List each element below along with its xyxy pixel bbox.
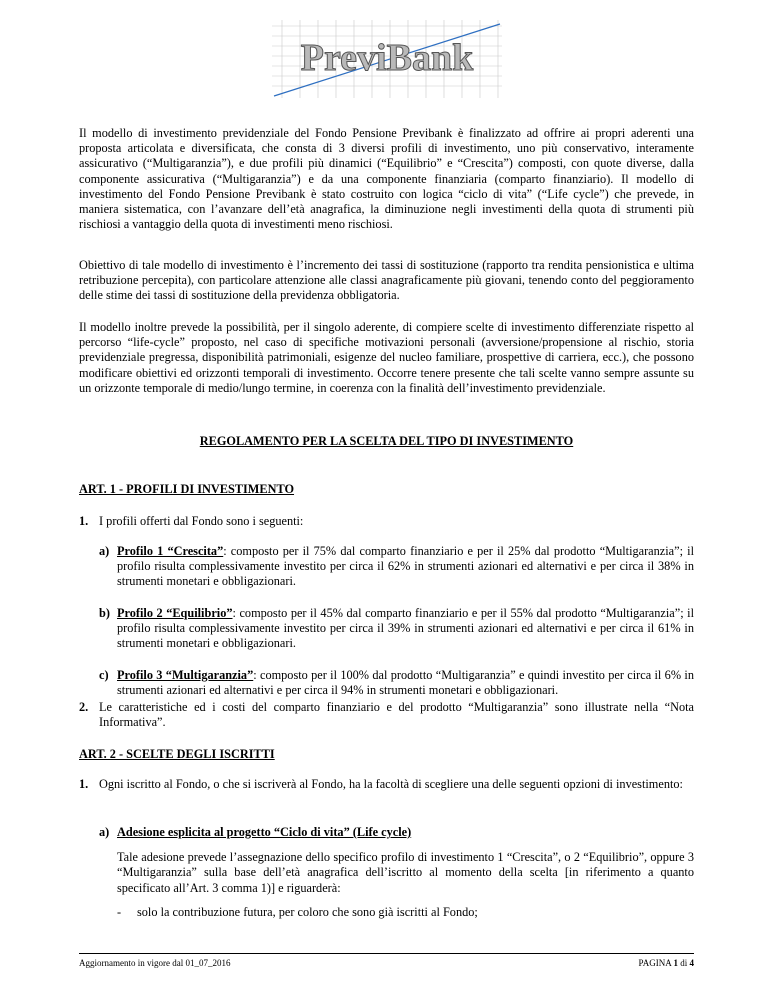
- logo-graphic: [272, 20, 502, 98]
- footer-update-note: Aggiornamento in vigore dal 01_07_2016: [79, 958, 231, 968]
- art1-item-1: [79, 514, 694, 529]
- profile-description: : composto per il 100% dal prodotto “Multigaranzia” e quindi investito per circa il 6% in strumenti azionari ed alternativi e per circa il 94% in strumenti monetari e obbligazionari.: [117, 668, 694, 698]
- art2-title: ART. 2 - SCELTE DEGLI ISCRITTI: [79, 747, 275, 761]
- art2-item-1: [79, 777, 694, 792]
- item-text: Le caratteristiche ed i costi del comparto finanziario e del prodotto “Multigaranzia” sono illustrate nella “Nota Informativa”.: [99, 700, 694, 730]
- intro-text-1: Il modello di investimento previdenziale del Fondo Pensione Previbank è finalizzato ad offrire ai propri aderenti una proposta articolata e diversificata, che consta di 3 diversi profili di investimento, uno più conservativo, interamente assicurativo (“Multigaranzia”), e due profili più dinamici (“Equilibrio” e “Crescita”) composti, con quote diverse, dalla componente assicurativa (“Multigaranzia”) e da una componente finanziaria (comparto finanziario). Il modello di investimento del Fondo Pensione Previbank è stato costruito con logica “ciclo di vita” (“Life cycle”) che prevede, in maniera sistematica, con l’avanzare dell’età anagrafica, la diminuzione negli investimenti della quota di strumenti più rischiosi a vantaggio della quota di investimenti meno rischiosi.: [79, 126, 694, 232]
- option-description: Tale adesione prevede l’assegnazione dello specifico profilo di investimento 1 “Crescita”, o 2 “Equilibrio”, oppure 3 “Multigaranzia” sulla base dell’età anagrafica dell’iscritto al momento della scelta [in riferimento a quanto specificato all’Art. 3 comma 1)] e riguarderà:: [117, 850, 694, 895]
- intro-paragraph-3: [79, 320, 694, 396]
- item-text: I profili offerti dal Fondo sono i seguenti:: [99, 514, 304, 528]
- item-number: 1.: [79, 777, 89, 791]
- intro-text-2: Obiettivo di tale modello di investimento è l’incremento dei tassi di sostituzione (rapporto tra rendita pensionistica e ultima retribuzione percepita), con particolare attenzione alle classi anagraficamente più giovani, tenendo conto del peggioramento delle stime dei tassi di sostituzione della previdenza obbligatoria.: [79, 258, 694, 303]
- intro-paragraph-1: [79, 126, 694, 232]
- profile-2-equilibrio: [99, 606, 694, 652]
- bullet-text: solo la contribuzione futura, per coloro che sono già iscritti al Fondo;: [137, 905, 478, 919]
- page-label: PAGINA: [638, 958, 672, 968]
- sub-item-letter: b): [99, 606, 110, 620]
- item-text: Ogni iscritto al Fondo, o che si iscriverà al Fondo, ha la facoltà di scegliere una delle seguenti opzioni di investimento:: [99, 777, 683, 791]
- art1-title: ART. 1 - PROFILI DI INVESTIMENTO: [79, 482, 295, 496]
- option-title: Adesione esplicita al progetto “Ciclo di vita” (Life cycle): [117, 825, 412, 839]
- intro-text-3: Il modello inoltre prevede la possibilità, per il singolo aderente, di compiere scelte di investimento differenziate rispetto al percorso “life-cycle” proposto, nel caso di specifiche motivazioni personali (avversione/propensione al rischio, storia previdenziale pregressa, disponibilità patrimoniali, esigenze del nucleo familiare, prospettive di carriera, ecc.), che possono modificare obiettivi ed orizzonti temporali di investimento. Occorre tenere presente che tali scelte vanno sempre assunte su un orizzonte temporale di medio/lungo termine, in coerenza con la finalità dell’investimento previdenziale.: [79, 320, 694, 395]
- page-total: 4: [689, 958, 694, 968]
- page-of: di: [680, 958, 688, 968]
- profile-name: Profilo 1 “Crescita”: [117, 544, 224, 558]
- item-number: 1.: [79, 514, 89, 528]
- sub-item-letter: c): [99, 668, 109, 682]
- intro-paragraph-2: [79, 258, 694, 304]
- art1-item-2: [79, 700, 694, 730]
- profile-description: : composto per il 45% dal comparto finanziario e per il 55% dal prodotto “Multigaranzia”; il profilo risulta complessivamente investito per circa il 39% in strumenti azionari ed alternativi e per circa il 61% in strumenti monetari e obbligazionari.: [117, 606, 694, 651]
- item-number: 2.: [79, 700, 89, 714]
- profile-name: Profilo 3 “Multigaranzia”: [117, 668, 254, 682]
- dash-marker: -: [117, 905, 122, 919]
- profile-1-crescita: [99, 544, 694, 590]
- logo-text: PreviBank: [300, 37, 474, 79]
- regolamento-title: REGOLAMENTO PER LA SCELTA DEL TIPO DI INVESTIMENTO: [199, 434, 574, 448]
- sub-item-letter: a): [99, 544, 110, 558]
- profile-name: Profilo 2 “Equilibrio”: [117, 606, 233, 620]
- footer-divider: [79, 953, 694, 954]
- option-a-bullet-1: [117, 905, 694, 920]
- profile-description: : composto per il 75% dal comparto finanziario e per il 25% dal prodotto “Multigaranzia”; il profilo risulta complessivamente investito per circa il 62% in strumenti azionari ed alternativi e per circa il 38% in strumenti monetari e obbligazionari.: [117, 544, 694, 589]
- profile-3-multigaranzia: [99, 668, 694, 698]
- previbank-logo: [272, 20, 502, 98]
- sub-item-letter: a): [99, 825, 110, 839]
- option-a-life-cycle: [99, 825, 694, 896]
- footer-page-number: [639, 958, 694, 968]
- page-current: 1: [673, 958, 678, 968]
